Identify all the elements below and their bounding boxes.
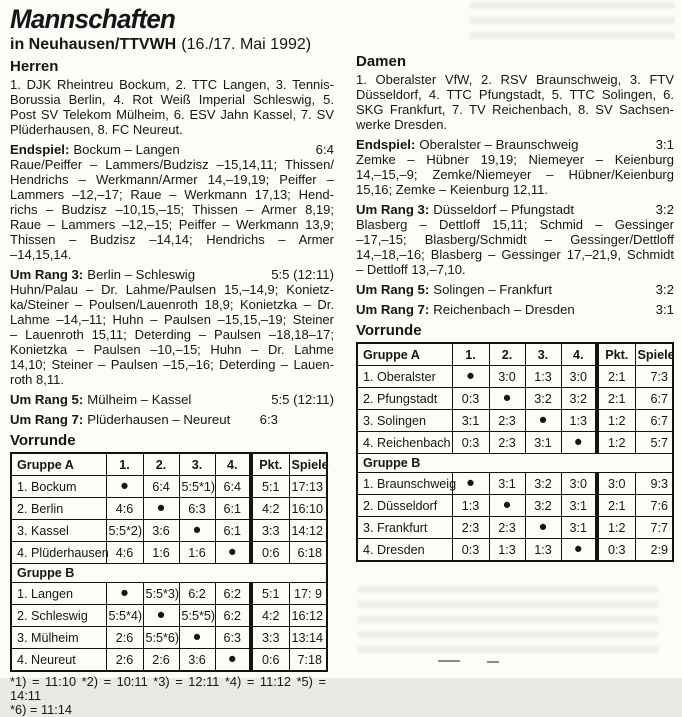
table-cell: 7:18 xyxy=(289,649,327,672)
text-line: *1) = 11:10 *2) = 10:11 *3) = 12:11 *4) = 11:12 *5) = 14:11 xyxy=(10,674,326,703)
text-line: Raue – Lammers –12,–15; Peiffer – Werkmann 13,9; xyxy=(10,217,334,232)
rang3-match xyxy=(10,267,195,282)
bullet-self-cell: ● xyxy=(106,583,143,605)
table-cell: 2. Düsseldorf xyxy=(357,495,452,517)
endspiel-match xyxy=(356,137,578,152)
table-cell: 4. Dresden xyxy=(357,539,452,562)
bullet-self-cell: ● xyxy=(561,432,597,454)
table-cell: 3:6 xyxy=(179,649,215,672)
table-cell: 3:6 xyxy=(143,520,179,542)
table-cell: 2:3 xyxy=(489,432,525,454)
table-cell: 14:12 xyxy=(289,520,327,542)
table-header-cell: Pkt. xyxy=(251,453,289,476)
text-line: Düsseldorf, 4. TTC Pfungstadt, 5. TTC Solingen, 6. xyxy=(356,87,674,102)
table-cell: 5:1 xyxy=(251,476,289,498)
table-cell: 3:3 xyxy=(251,520,289,542)
damen-vorrunde-heading: Vorrunde xyxy=(356,322,422,339)
table-cell: 0:6 xyxy=(251,649,289,672)
rang3-teams: Düsseldorf – Pfungstadt xyxy=(433,202,575,217)
bullet-self-cell: ● xyxy=(215,649,251,672)
table-cell: 4:2 xyxy=(251,605,289,627)
text-line: Post SV Telekom Mülheim, 6. ESV Jahn Kassel, 7. SV xyxy=(10,107,334,122)
rang7-match xyxy=(10,412,230,427)
table-cell: 6:2 xyxy=(215,583,251,605)
text-line: 14,–18,–16; Blasberg – Gessinger 17,–21,9, Schmidt xyxy=(356,247,674,262)
endspiel-teams: Oberalster – Braunschweig xyxy=(419,137,579,152)
table-cell: 5:5*5) xyxy=(179,605,215,627)
table-header-cell: Pkt. xyxy=(597,343,635,366)
table-cell: 2:1 xyxy=(597,388,635,410)
table-cell: 6:1 xyxy=(215,520,251,542)
text-line: 1. Oberalster VfW, 2. RSV Braunschweig, 3. FTV xyxy=(356,72,674,87)
text-line: –17,–15; Blasberg/Schmidt – Gessinger/Dettloff xyxy=(356,232,674,247)
table-cell: 5:7 xyxy=(635,432,673,454)
herren-team-list xyxy=(10,77,334,137)
damen-rang3-line xyxy=(356,202,674,217)
table-cell: 2:6 xyxy=(143,649,179,672)
section-heading-herren: Herren xyxy=(10,58,59,75)
bullet-self-cell: ● xyxy=(525,410,561,432)
table-cell: 17: 9 xyxy=(289,583,327,605)
table-cell: 7:6 xyxy=(635,495,673,517)
damen-rang3-detail xyxy=(356,217,674,277)
table-cell: 4. Neureut xyxy=(11,649,106,672)
table-cell: 3:2 xyxy=(525,495,561,517)
table-header-cell: Spiele xyxy=(635,343,673,366)
herren-rang5-line xyxy=(10,392,334,407)
table-cell: 1. Bockum xyxy=(11,476,106,498)
text-line: Lammers –12,–17; Raue – Werkmann 17,13; Hend- xyxy=(10,187,334,202)
table-cell: 3:0 xyxy=(561,473,597,495)
table-cell: 1. Braunschweig xyxy=(357,473,452,495)
endspiel-teams: Bockum – Langen xyxy=(73,142,180,157)
table-cell: 9:3 xyxy=(635,473,673,495)
table-cell: 3. Mülheim xyxy=(11,627,106,649)
table-cell: 6:2 xyxy=(179,583,215,605)
bullet-self-cell: ● xyxy=(489,388,525,410)
table-cell: 3:1 xyxy=(561,495,597,517)
table-cell: 0:6 xyxy=(251,542,289,564)
table-cell: 6:3 xyxy=(215,627,251,649)
text-line: richs – Budzisz –10,15,–15; Thissen – Armer 8,19; xyxy=(10,202,334,217)
table-cell: 6:4 xyxy=(215,476,251,498)
table-cell: 6:7 xyxy=(635,410,673,432)
table-cell: 0:3 xyxy=(452,432,489,454)
table-cell: 6:4 xyxy=(143,476,179,498)
table-cell: 6:18 xyxy=(289,542,327,564)
endspiel-score: 3:1 xyxy=(655,137,674,152)
table-cell: 6:2 xyxy=(215,605,251,627)
table-cell: 2. Berlin xyxy=(11,498,106,520)
damen-endspiel-detail xyxy=(356,152,674,197)
rang3-score: 3:2 xyxy=(655,202,674,217)
table-cell: 4:6 xyxy=(106,498,143,520)
damen-vorrunde-table xyxy=(356,342,674,562)
text-line: –14,15,14. xyxy=(10,247,72,262)
table-row xyxy=(11,498,327,520)
table-cell: 4:2 xyxy=(251,498,289,520)
damen-team-list xyxy=(356,72,674,132)
rang5-teams: Solingen – Frankfurt xyxy=(433,282,553,297)
table-cell: 2:6 xyxy=(106,627,143,649)
text-line: *6) = 11:14 xyxy=(10,702,73,717)
table-cell: 1. Langen xyxy=(11,583,106,605)
herren-endspiel-detail xyxy=(10,157,334,262)
table-cell: 2:9 xyxy=(635,539,673,562)
bullet-self-cell: ● xyxy=(489,495,525,517)
text-line: Thissen – Budzisz –14,14; Hendrichs – Armer xyxy=(10,232,334,247)
bullet-self-cell: ● xyxy=(143,605,179,627)
section-heading-damen: Damen xyxy=(356,53,407,70)
table-cell: 1:3 xyxy=(525,539,561,562)
rang5-score: 5:5 (12:11) xyxy=(271,392,334,407)
table-cell: 3:1 xyxy=(452,410,489,432)
text-line: Zemke – Hübner 19,19; Niemeyer – Keienburg xyxy=(356,152,674,167)
table-cell: 3:2 xyxy=(561,388,597,410)
rang3-score: 5:5 (12:11) xyxy=(271,267,334,282)
table-cell: 2:3 xyxy=(489,410,525,432)
bullet-self-cell: ● xyxy=(106,476,143,498)
text-line: Raue/Peiffer – Lammers/Budzisz –15,14,11; Thissen/ xyxy=(10,157,334,172)
table-cell: 3:1 xyxy=(525,432,561,454)
table-cell: 1. Oberalster xyxy=(357,366,452,388)
text-line: Borussia Berlin, 4. Rot Weiß Imperial Schleswig, 5. xyxy=(10,92,334,107)
table-cell: 5:5*3) xyxy=(143,583,179,605)
bullet-self-cell: ● xyxy=(561,539,597,562)
bullet-self-cell: ● xyxy=(452,366,489,388)
text-line: 14,10; Steiner – Paulsen –15,–16; Deterding – Lauen- xyxy=(10,357,334,372)
rang5-label: Um Rang 5: xyxy=(10,392,84,407)
rang5-match xyxy=(10,392,191,407)
table-cell: 4. Plüderhausen xyxy=(11,542,106,564)
table-cell: 5:5*1) xyxy=(179,476,215,498)
text-line: – Lauenroth 15,11; Deterding – Paulsen –18,18–17; xyxy=(10,327,334,342)
table-header-cell: Spiele xyxy=(289,453,327,476)
rang7-teams: Plüderhausen – Neureut xyxy=(87,412,231,427)
text-line: Huhn/Palau – Dr. Lahme/Paulsen 15,–14,9; Konietz- xyxy=(10,282,334,297)
table-cell: 3. Solingen xyxy=(357,410,452,432)
group-b-label: Gruppe B xyxy=(11,564,327,583)
page-subtitle xyxy=(10,35,334,54)
damen-endspiel-line xyxy=(356,137,674,152)
table-cell: 3:0 xyxy=(597,473,635,495)
bullet-self-cell: ● xyxy=(525,517,561,539)
table-cell: 7:3 xyxy=(635,366,673,388)
left-column-herren xyxy=(10,5,334,717)
table-header-row xyxy=(357,343,673,366)
rang3-label: Um Rang 3: xyxy=(10,267,84,282)
damen-rang7-line xyxy=(356,302,674,317)
damen-rang5-line xyxy=(356,282,674,297)
rang7-teams: Reichenbach – Dresden xyxy=(433,302,575,317)
right-column-damen xyxy=(356,5,674,717)
table-header-cell: 2. xyxy=(489,343,525,366)
table-cell: 13:14 xyxy=(289,627,327,649)
table-cell: 3. Kassel xyxy=(11,520,106,542)
table-row xyxy=(357,473,673,495)
table-cell: 1:2 xyxy=(597,410,635,432)
table-cell: 1:3 xyxy=(489,539,525,562)
group-label-row xyxy=(11,564,327,583)
table-cell: 3. Frankfurt xyxy=(357,517,452,539)
table-header-cell: 4. xyxy=(215,453,251,476)
herren-rang7-line xyxy=(10,412,334,427)
table-footnote xyxy=(10,675,326,717)
text-line: SKG Frankfurt, 7. TV Reichenbach, 8. SV Sachsen- xyxy=(356,102,674,117)
table-row xyxy=(357,388,673,410)
table-cell: 0:3 xyxy=(452,539,489,562)
table-cell: 5:5*6) xyxy=(143,627,179,649)
rang7-match xyxy=(356,302,575,317)
text-line: Lahme –14,–11; Huhn – Paulsen –15,15,–19; Steiner xyxy=(10,312,334,327)
group-b-label: Gruppe B xyxy=(357,454,673,473)
table-row xyxy=(11,476,327,498)
herren-vorrunde-heading: Vorrunde xyxy=(10,432,76,449)
table-row xyxy=(11,649,327,672)
table-cell: 5:5*2) xyxy=(106,520,143,542)
table-cell: 3:0 xyxy=(561,366,597,388)
rang7-score: 3:1 xyxy=(655,302,674,317)
table-cell: 1:3 xyxy=(525,366,561,388)
text-line: ka/Steiner – Poulsen/Lauenroth 18,9; Konietzka – Dr. xyxy=(10,297,334,312)
rang7-label: Um Rang 7: xyxy=(10,412,84,427)
table-cell: 3:3 xyxy=(251,627,289,649)
table-cell: 5:1 xyxy=(251,583,289,605)
table-row xyxy=(357,517,673,539)
text-line: werke Dresden. xyxy=(356,117,448,132)
table-cell: 1:2 xyxy=(597,432,635,454)
rang5-score: 3:2 xyxy=(655,282,674,297)
table-cell: 1:3 xyxy=(452,495,489,517)
table-cell: 6:1 xyxy=(215,498,251,520)
table-cell: 3:1 xyxy=(489,473,525,495)
rang5-label: Um Rang 5: xyxy=(356,282,430,297)
table-cell: 1:3 xyxy=(561,410,597,432)
text-line: Konietzka – Paulsen –10,–15; Huhn – Dr. Lahme xyxy=(10,342,334,357)
table-row xyxy=(11,583,327,605)
endspiel-match xyxy=(10,142,180,157)
table-cell: 1:2 xyxy=(597,517,635,539)
table-row xyxy=(357,410,673,432)
bullet-self-cell: ● xyxy=(179,520,215,542)
rang5-match xyxy=(356,282,552,297)
table-cell: 3:1 xyxy=(561,517,597,539)
subtitle-date: (16./17. Mai 1992) xyxy=(181,36,312,53)
rang5-teams: Mülheim – Kassel xyxy=(87,392,192,407)
table-cell: 5:5*4) xyxy=(106,605,143,627)
text-line: 14,–15,–9; Zemke/Niemeyer – Hübner/Keienburg xyxy=(356,167,674,182)
table-cell: 6:3 xyxy=(179,498,215,520)
table-cell: 2:3 xyxy=(452,517,489,539)
table-cell: 4:6 xyxy=(106,542,143,564)
endspiel-label: Endspiel: xyxy=(10,142,70,157)
table-header-cell: 4. xyxy=(561,343,597,366)
group-label-row xyxy=(357,454,673,473)
table-header-cell: 1. xyxy=(452,343,489,366)
table-cell: 4. Reichenbach xyxy=(357,432,452,454)
table-header-row xyxy=(11,453,327,476)
table-cell: 2:3 xyxy=(489,517,525,539)
table-header-cell: Gruppe A xyxy=(357,343,452,366)
table-cell: 16:12 xyxy=(289,605,327,627)
table-cell: 6:7 xyxy=(635,388,673,410)
rang3-label: Um Rang 3: xyxy=(356,202,430,217)
subtitle-location: in Neuhausen/TTVWH xyxy=(10,36,177,53)
table-cell: 1:6 xyxy=(143,542,179,564)
herren-rang3-detail xyxy=(10,282,334,387)
table-row xyxy=(357,366,673,388)
table-cell: 3:2 xyxy=(525,388,561,410)
rang3-teams: Berlin – Schleswig xyxy=(87,267,196,282)
endspiel-score: 6:4 xyxy=(315,142,334,157)
table-row xyxy=(11,627,327,649)
endspiel-label: Endspiel: xyxy=(356,137,416,152)
table-cell: 0:3 xyxy=(452,388,489,410)
text-line: Hendrichs – Werkmann/Armer 14,–19,19; Peiffer – xyxy=(10,172,334,187)
table-header-cell: 2. xyxy=(143,453,179,476)
table-row xyxy=(11,605,327,627)
table-cell: 16:10 xyxy=(289,498,327,520)
herren-endspiel-line xyxy=(10,142,334,157)
table-row xyxy=(11,520,327,542)
text-line: Plüderhausen, 8. FC Neureut. xyxy=(10,122,183,137)
table-cell: 0:3 xyxy=(597,539,635,562)
table-row xyxy=(357,432,673,454)
table-cell: 2. Pfungstadt xyxy=(357,388,452,410)
text-line: roth 8,11. xyxy=(10,372,64,387)
table-row xyxy=(11,542,327,564)
rang7-label: Um Rang 7: xyxy=(356,302,430,317)
table-row xyxy=(357,495,673,517)
table-cell: 2:1 xyxy=(597,495,635,517)
table-cell: 3:0 xyxy=(489,366,525,388)
text-line: Blasberg – Dettloff 15,11; Schmid – Gessinger xyxy=(356,217,674,232)
bullet-self-cell: ● xyxy=(179,627,215,649)
text-line: – Dettloff 13,–7,10. xyxy=(356,262,466,277)
rang7-score: 6:3 xyxy=(259,412,278,427)
text-line: 15,16; Zemke – Keienburg 12,11. xyxy=(356,182,548,197)
herren-vorrunde-table xyxy=(10,452,328,672)
table-header-cell: 1. xyxy=(106,453,143,476)
bullet-self-cell: ● xyxy=(452,473,489,495)
table-header-cell: 3. xyxy=(179,453,215,476)
herren-rang3-line xyxy=(10,267,334,282)
text-line: 1. DJK Rheintreu Bockum, 2. TTC Langen, 3. Tennis- xyxy=(10,77,334,92)
table-cell: 3:2 xyxy=(525,473,561,495)
table-cell: 7:7 xyxy=(635,517,673,539)
bullet-self-cell: ● xyxy=(143,498,179,520)
table-header-cell: Gruppe A xyxy=(11,453,106,476)
table-cell: 2:6 xyxy=(106,649,143,672)
table-row xyxy=(357,539,673,562)
table-cell: 2. Schleswig xyxy=(11,605,106,627)
table-header-cell: 3. xyxy=(525,343,561,366)
bullet-self-cell: ● xyxy=(215,542,251,564)
rang3-match xyxy=(356,202,574,217)
table-cell: 17:13 xyxy=(289,476,327,498)
page-title: Mannschaften xyxy=(10,4,176,34)
table-cell: 1:6 xyxy=(179,542,215,564)
table-cell: 2:1 xyxy=(597,366,635,388)
